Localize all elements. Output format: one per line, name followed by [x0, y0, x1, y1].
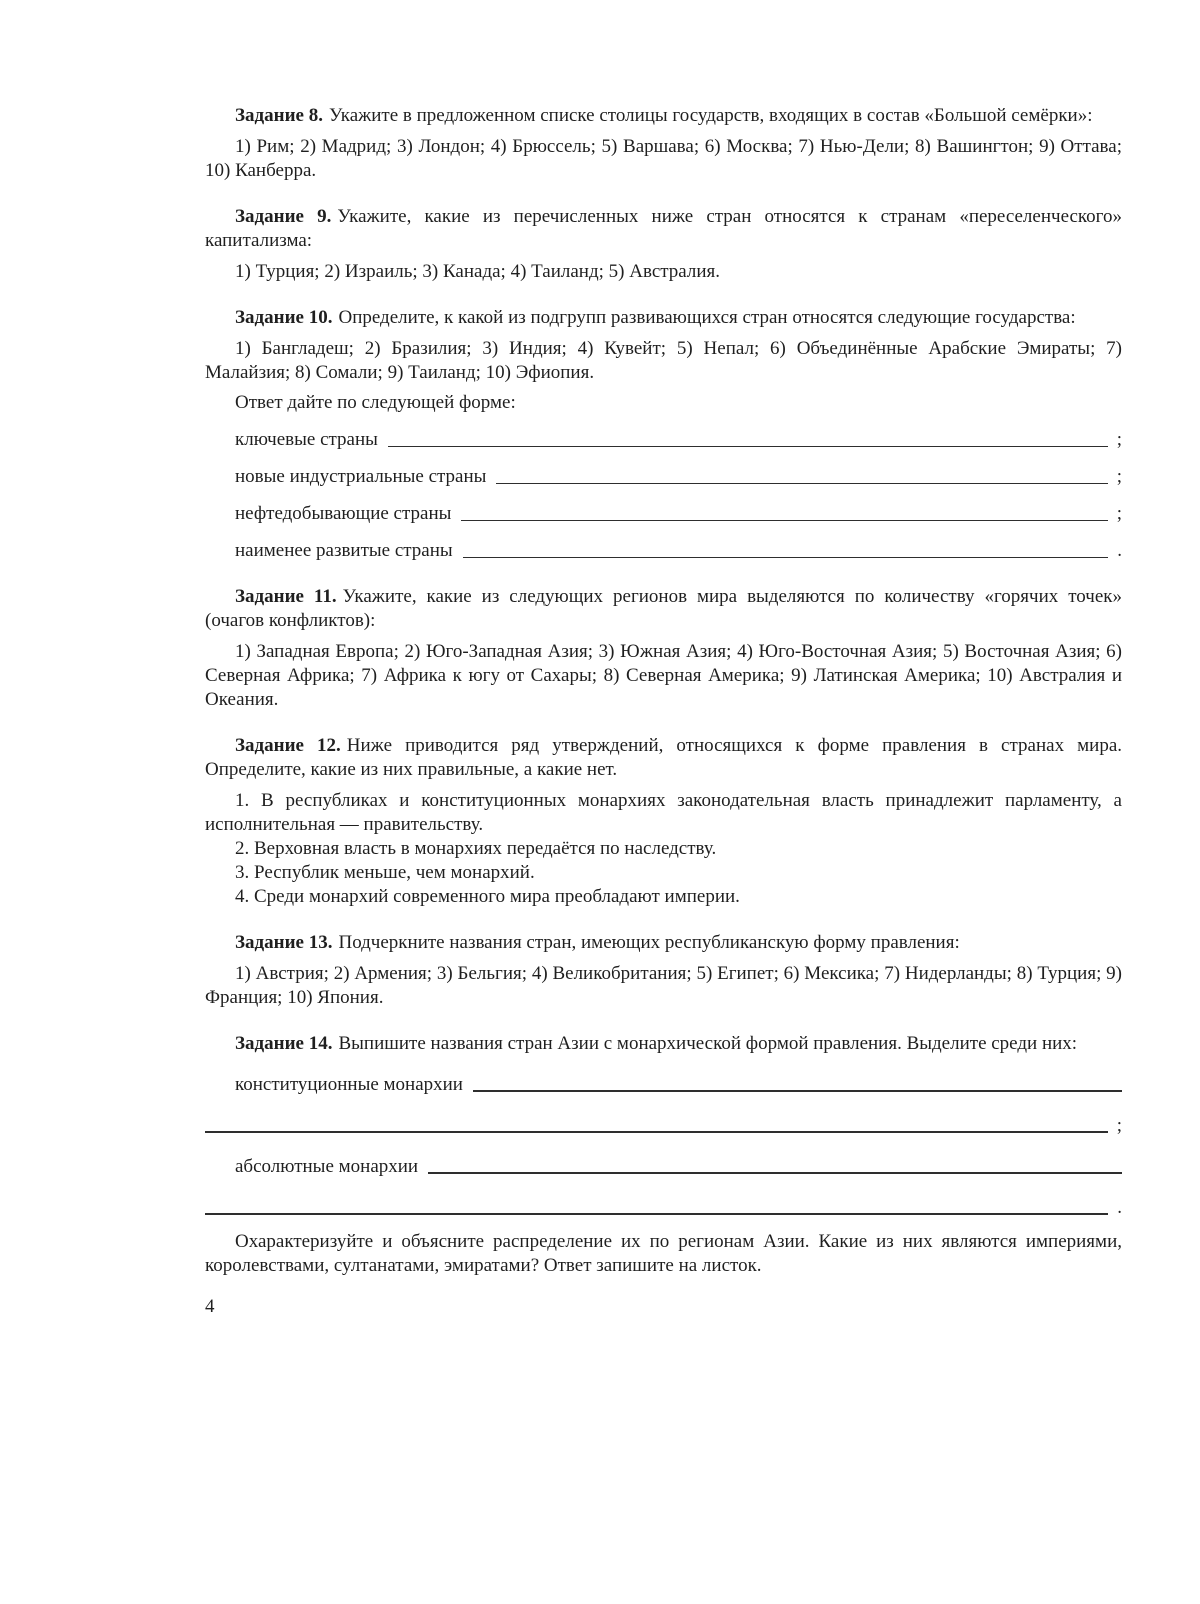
answer-line-oil-producing[interactable]	[461, 519, 1107, 521]
answer-tail: ;	[1116, 429, 1122, 450]
answer-tail: ;	[1116, 1115, 1122, 1136]
task-10-heading	[205, 306, 1122, 330]
task-9-label: Задание 9.	[235, 206, 332, 227]
task-11-options: 1) Западная Европа; 2) Юго-Западная Азия; 3) Южная Азия; 4) Юго-Восточная Азия; 5) Восточная Азия; 6) Северная Африка; 7) Африка к югу от Сахары; 8) Северная Америка; 9) Латинская Америка; 10) Австралия и Океания.	[205, 641, 1122, 710]
task-8-heading	[205, 104, 1122, 128]
statement-1: 1. В республиках и конституционных монархиях законодательная власть принадлежит парламенту, а исполнительная — правительству.	[205, 790, 1122, 835]
task-11-label: Задание 11.	[235, 586, 337, 607]
answer-row-constitutional-continuation	[205, 1097, 1122, 1138]
answer-tail: ;	[1116, 466, 1122, 487]
answer-label-new-industrial: новые индустриальные страны	[235, 466, 487, 487]
answer-tail: .	[1117, 1197, 1122, 1218]
answer-line-constitutional-continuation[interactable]	[205, 1130, 1108, 1133]
task-14-label: Задание 14.	[235, 1033, 333, 1054]
task-13-text: Подчеркните названия стран, имеющих республиканскую форму правления:	[338, 932, 960, 953]
task-12-heading	[205, 734, 1122, 782]
statement-3: 3. Республик меньше, чем монархий.	[235, 862, 535, 883]
answer-row-constitutional-monarchies	[205, 1056, 1122, 1097]
task-8-label: Задание 8.	[235, 105, 323, 126]
task-14-text: Выпишите названия стран Азии с монархической формой правления. Выделите среди них:	[338, 1033, 1078, 1054]
answer-row-absolute-monarchies	[205, 1138, 1122, 1179]
task-11-text: Укажите, какие из следующих регионов мира выделяются по количеству «горячих точек» (очагов конфликтов):	[205, 586, 1122, 631]
answer-tail: .	[1117, 540, 1122, 561]
task-8-options: 1) Рим; 2) Мадрид; 3) Лондон; 4) Брюссель; 5) Варшава; 6) Москва; 7) Нью-Дели; 8) Вашингтон; 9) Оттава; 10) Канберра.	[205, 136, 1122, 181]
answer-row-absolute-continuation	[205, 1179, 1122, 1220]
answer-row-least-developed	[205, 526, 1122, 563]
task-8-text: Укажите в предложенном списке столицы государств, входящих в состав «Большой семёрки»:	[328, 105, 1093, 126]
task-9-text: Укажите, какие из перечисленных ниже стран относятся к странам «переселенческого» капитализма:	[205, 206, 1122, 251]
answer-line-least-developed[interactable]	[463, 556, 1109, 558]
answer-label-constitutional-monarchies: конституционные монархии	[235, 1074, 463, 1095]
task-9-options: 1) Турция; 2) Израиль; 3) Канада; 4) Таиланд; 5) Австралия.	[235, 261, 721, 282]
answer-label-key-countries: ключевые страны	[235, 429, 378, 450]
answer-row-oil-producing	[205, 489, 1122, 526]
task-9-heading	[205, 205, 1122, 253]
task-12-text: Ниже приводится ряд утверждений, относящихся к форме правления в странах мира. Определите, какие из них правильные, а какие нет.	[205, 735, 1123, 780]
answer-line-constitutional-monarchies[interactable]	[473, 1089, 1122, 1092]
task-12-label: Задание 12.	[235, 735, 341, 756]
answer-line-key-countries[interactable]	[388, 445, 1108, 447]
task-14-heading	[205, 1032, 1122, 1056]
answer-row-new-industrial	[205, 452, 1122, 489]
answer-line-absolute-continuation[interactable]	[205, 1212, 1108, 1215]
task-10-options: 1) Бангладеш; 2) Бразилия; 3) Индия; 4) Кувейт; 5) Непал; 6) Объединённые Арабские Эмираты; 7) Малайзия; 8) Сомали; 9) Таиланд; 10) Эфиопия.	[205, 338, 1122, 383]
task-13-options: 1) Австрия; 2) Армения; 3) Бельгия; 4) Великобритания; 5) Египет; 6) Мексика; 7) Нидерланды; 8) Турция; 9) Франция; 10) Япония.	[205, 963, 1122, 1008]
answer-line-absolute-monarchies[interactable]	[428, 1171, 1122, 1174]
answer-tail: ;	[1116, 503, 1122, 524]
page-number: 4	[205, 1296, 215, 1317]
answer-line-new-industrial[interactable]	[496, 482, 1107, 484]
task-10-form-intro: Ответ дайте по следующей форме:	[235, 392, 516, 413]
statement-4: 4. Среди монархий современного мира преобладают империи.	[235, 886, 740, 907]
task-10-label: Задание 10.	[235, 307, 333, 328]
task-11-heading	[205, 585, 1122, 633]
task-12-statements	[205, 789, 1122, 909]
answer-label-least-developed: наименее развитые страны	[235, 540, 453, 561]
answer-label-absolute-monarchies: абсолютные монархии	[235, 1156, 419, 1177]
task-10-text: Определите, к какой из подгрупп развивающихся стран относятся следующие государства:	[338, 307, 1076, 328]
statement-2: 2. Верховная власть в монархиях передаётся по наследству.	[235, 838, 717, 859]
task-14-outro: Охарактеризуйте и объясните распределение их по регионам Азии. Какие из них являются империями, королевствами, султанатами, эмиратами? Ответ запишите на листок.	[205, 1231, 1122, 1276]
task-13-heading	[205, 931, 1122, 955]
task-13-label: Задание 13.	[235, 932, 333, 953]
answer-row-key-countries	[205, 415, 1122, 452]
answer-label-oil-producing: нефтедобывающие страны	[235, 503, 452, 524]
